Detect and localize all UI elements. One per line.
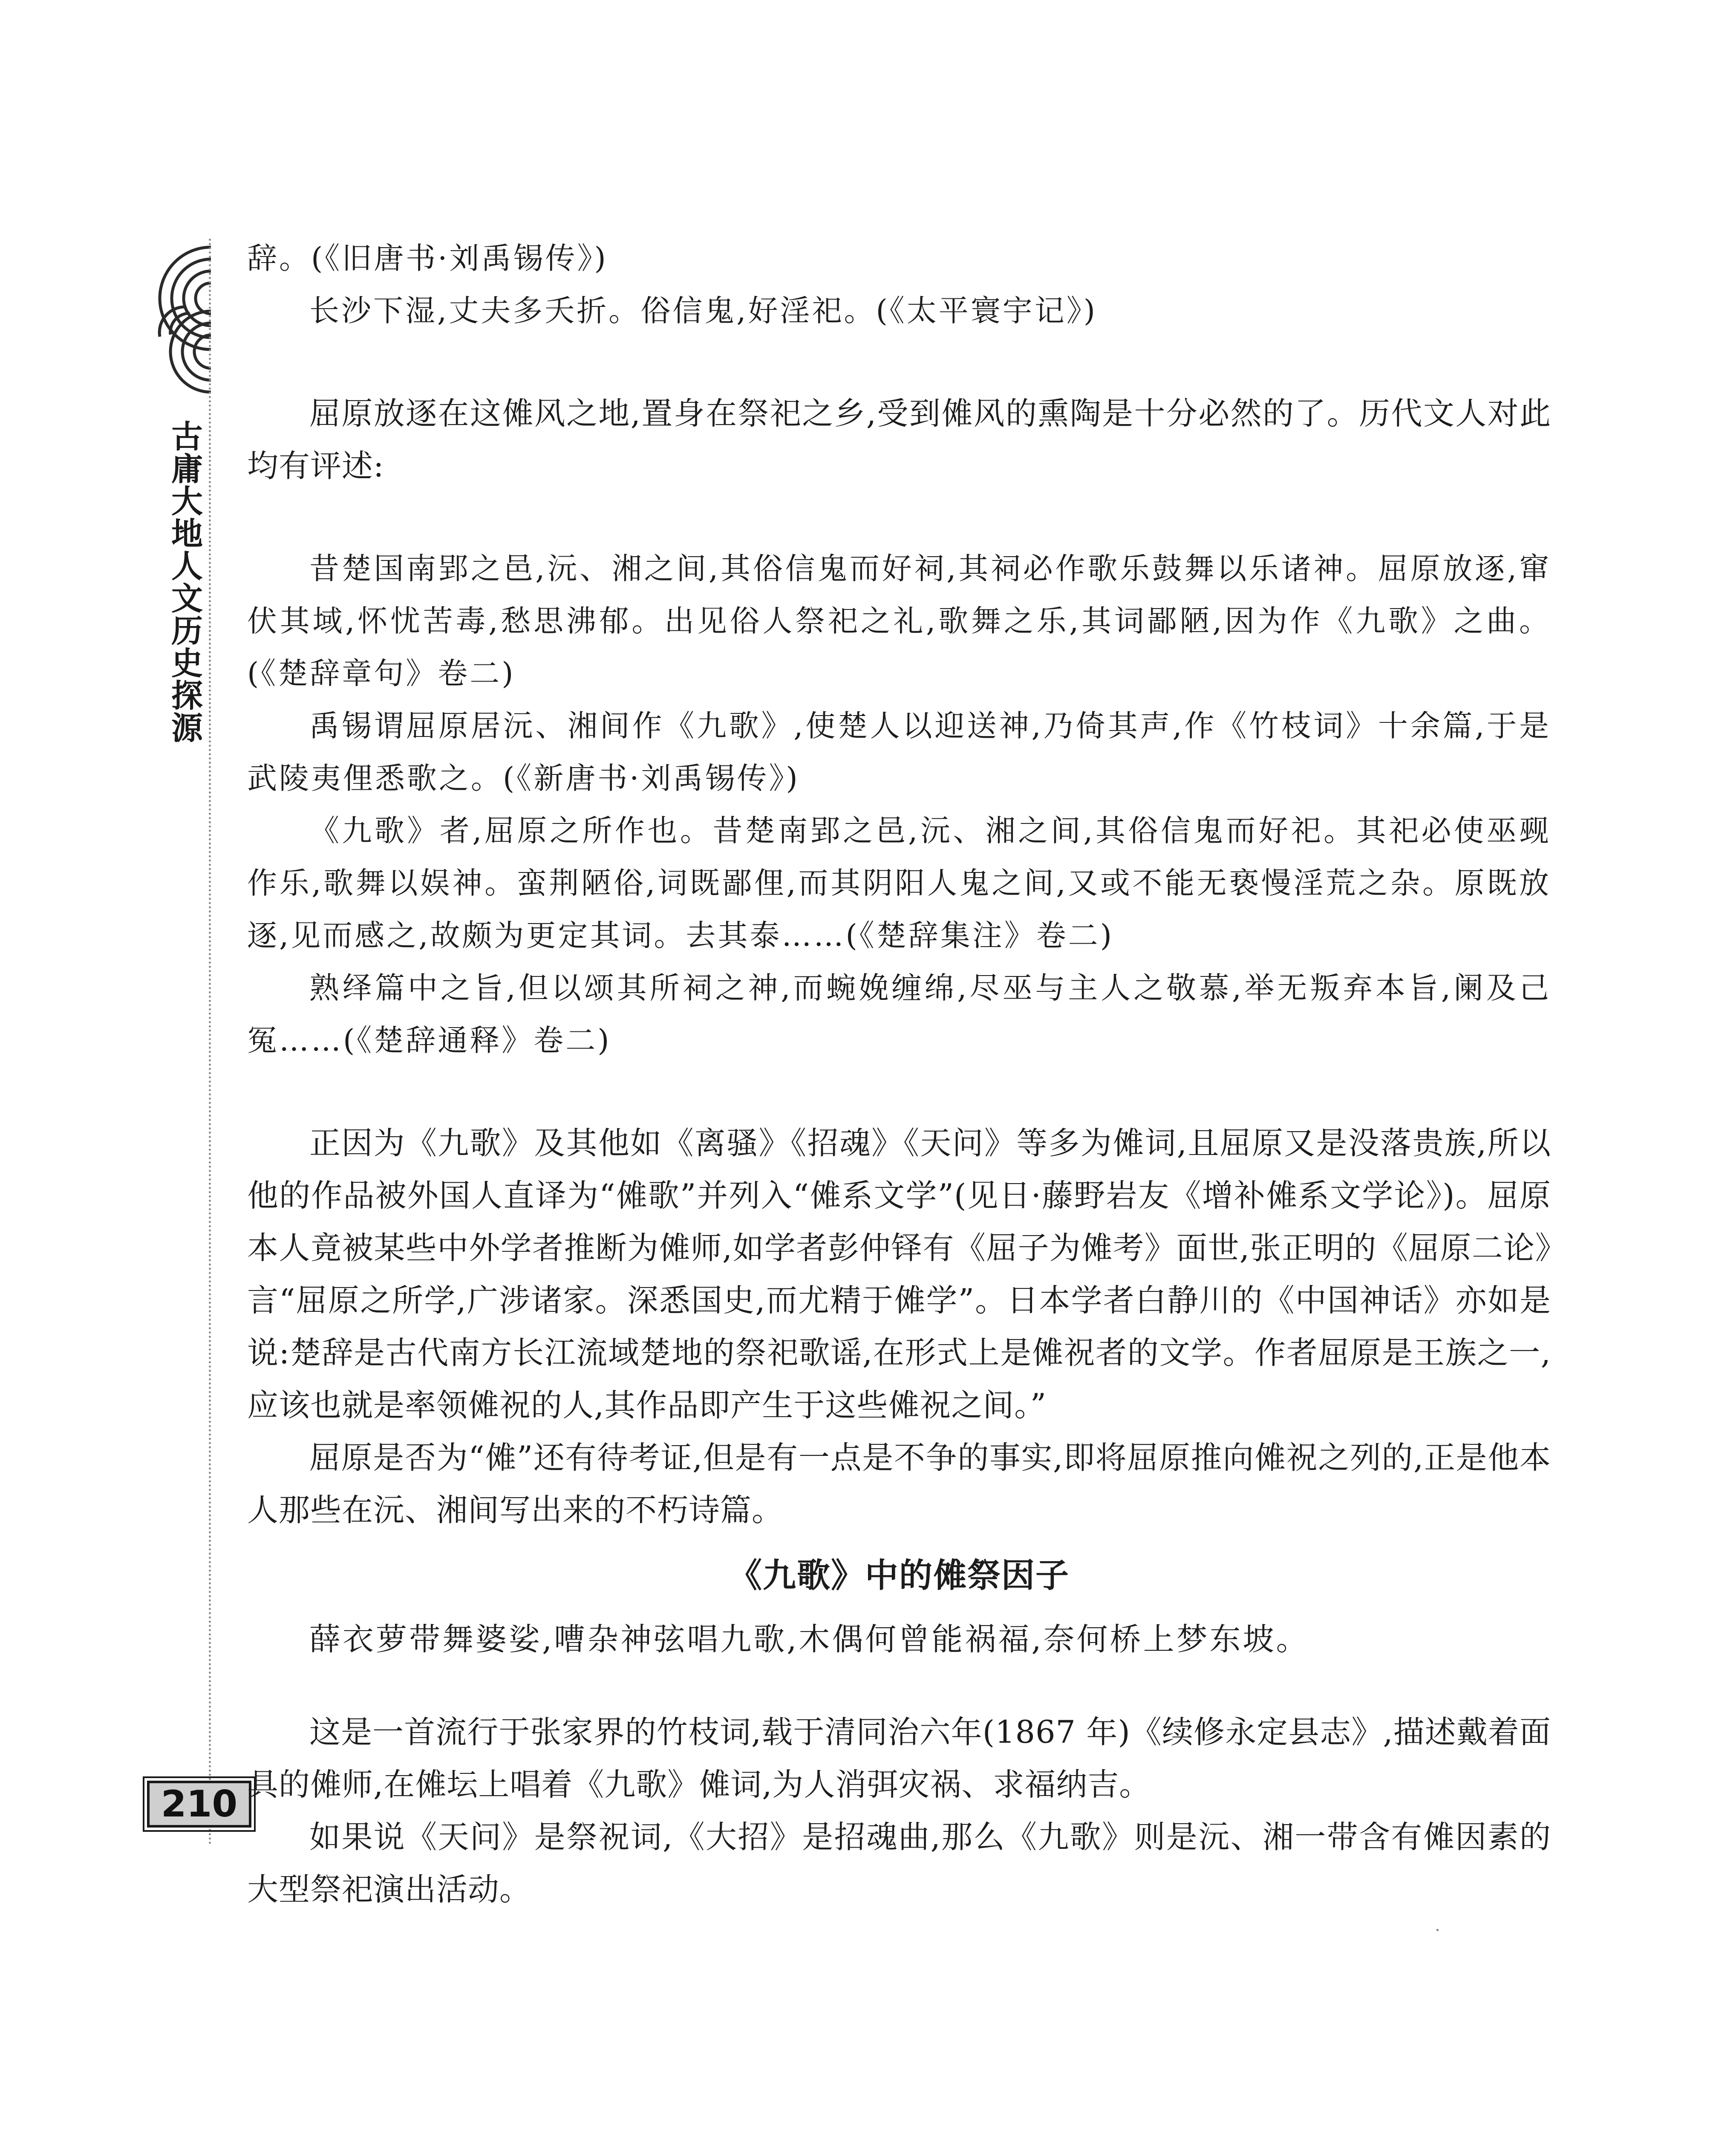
page-number: 210 [147,1781,251,1828]
cloud-swirl-ornament-icon [147,239,211,418]
quote-chuci-zhangju: 昔楚国南郢之邑,沅、湘之间,其俗信鬼而好祠,其祠必作歌乐鼓舞以乐诸神。屈原放逐,窜伏其域,怀忧苦毒,愁思沸郁。出见俗人祭祀之礼,歌舞之乐,其词鄙陋,因为作《九歌》之曲。(《楚辞章句》卷二) [247,551,1551,691]
print-speck [1436,1929,1439,1931]
quote-taiping-huanyu-ji: 长沙下湿,丈夫多夭折。俗信鬼,好淫祀。(《太平寰宇记》) [309,293,1098,328]
quote-continuation: 辞。(《旧唐书·刘禹锡传》) [247,241,608,276]
paragraph-intro: 屈原放逐在这傩风之地,置身在祭祀之乡,受到傩风的熏陶是十分必然的了。历代文人对此均有评述: [247,396,1551,484]
margin-dotted-rule [209,239,211,1845]
series-title: 古庸大地人文历史探源 [166,420,203,744]
paragraph-nuo-literature: 正因为《九歌》及其他如《离骚》《招魂》《天问》等多为傩词,且屈原又是没落贵族,所以他的作品被外国人直译为“傩歌”并列入“傩系文学”(见日·藤野岩友《增补傩系文学论》)。屈原本人竟被某些中外学者推断为傩师,如学者彭仲铎有《屈子为傩考》面世,张正明的《屈原二论》言“屈原之所学,广涉诸家。深悉国史,而尤精于傩学”。日本学者白静川的《中国神话》亦如是说:楚辞是古代南方长江流域楚地的祭祀歌谣,在形式上是傩祝者的文学。作者屈原是王族之一,应该也就是率领傩祝的人,其作品即产生于这些傩祝之间。” [247,1125,1551,1424]
section-heading: 《九歌》中的傩祭因子 [728,1556,1070,1595]
quote-chuci-tongshi: 熟绎篇中之旨,但以颂其所祠之神,而蜿娩缠绵,尽巫与主人之敬慕,举无叛弃本旨,阑及己冤……(《楚辞通释》卷二) [247,970,1551,1058]
paragraph-jiuge-ritual: 如果说《天问》是祭祝词,《大招》是招魂曲,那么《九歌》则是沅、湘一带含有傩因素的大型祭祀演出活动。 [247,1819,1551,1908]
quote-xin-tangshu: 禹锡谓屈原居沅、湘间作《九歌》,使楚人以迎送神,乃倚其声,作《竹枝词》十余篇,于是武陵夷俚悉歌之。(《新唐书·刘禹锡传》) [247,708,1551,796]
verse-zhuzhici: 薛衣萝带舞婆娑,嘈杂神弦唱九歌,木偶何曾能祸福,奈何桥上梦东坡。 [309,1621,1309,1657]
quote-chuci-jizhu: 《九歌》者,屈原之所作也。昔楚南郢之邑,沅、湘之间,其俗信鬼而好祀。其祀必使巫觋作乐,歌舞以娱神。蛮荆陋俗,词既鄙俚,而其阴阳人鬼之间,又或不能无亵慢淫荒之杂。原既放逐,见而感之,故颇为更定其词。去其泰……(《楚辞集注》卷二) [247,813,1551,953]
main-text-column [247,232,1551,1916]
paragraph-zhangjiajie: 这是一首流行于张家界的竹枝词,载于清同治六年(1867 年)《续修永定县志》,描述戴着面具的傩师,在傩坛上唱着《九歌》傩词,为人消弭灾祸、求福纳吉。 [247,1714,1551,1803]
paragraph-qu-yuan-nuo: 屈原是否为“傩”还有待考证,但是有一点是不争的事实,即将屈原推向傩祝之列的,正是他本人那些在沅、湘间写出来的不朽诗篇。 [247,1440,1551,1528]
